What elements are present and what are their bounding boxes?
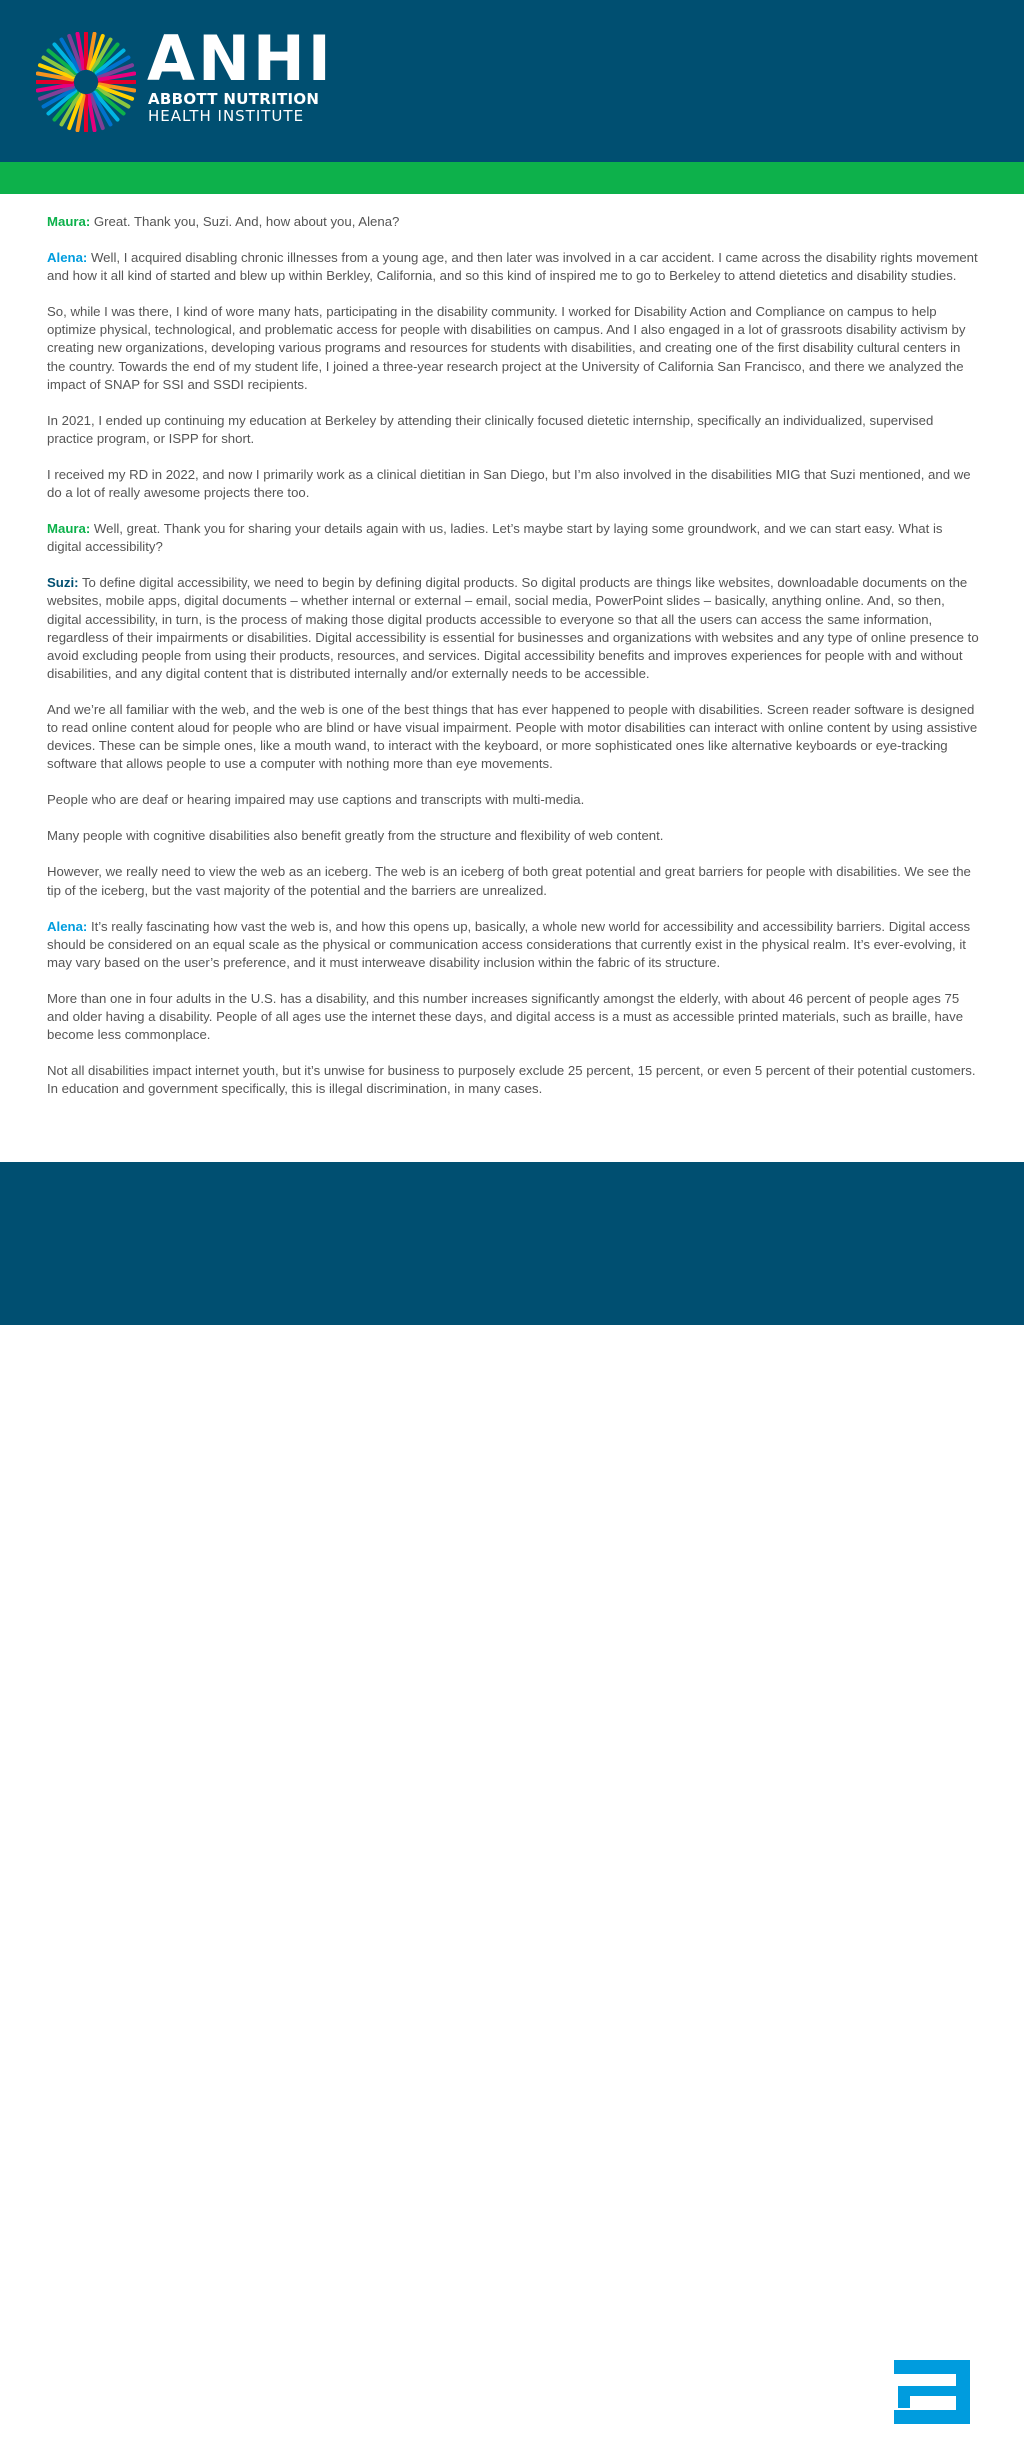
transcript-paragraph xyxy=(47,213,979,231)
paragraph-text: Many people with cognitive disabilities also benefit greatly from the structure and flexibility of web content. xyxy=(47,828,664,844)
abbott-logo-icon xyxy=(890,2358,974,2426)
transcript-paragraph xyxy=(47,827,979,845)
paragraph-text: More than one in four adults in the U.S. has a disability, and this number increases significantly amongst the elderly, with about 46 percent of people ages 75 and older having a disability. People of all ages use the internet these days, and digital access is a must as accessible printed materials, such as braille, have become less commonplace. xyxy=(47,990,964,1043)
transcript-paragraph xyxy=(47,1062,979,1098)
transcript-paragraph xyxy=(47,990,979,1044)
logo-line-2: HEALTH INSTITUTE xyxy=(148,107,305,125)
paragraph-text: And we’re all familiar with the web, and the web is one of the best things that has ever happened to people with disabilities. Screen reader software is designed to read online content aloud for people who are blind or have visual impairment. People with motor disabilities can interact with online content by using assistive devices. These can be simple ones, like a mouth wand, to interact with the keyboard, or more sophisticated ones like alternative keyboards or eye-tracking software that allows people to use a computer with nothing more than eye movements. xyxy=(47,701,978,772)
speaker-label: Alena: xyxy=(47,250,88,266)
paragraph-text: I received my RD in 2022, and now I primarily work as a clinical dietitian in San Diego, but I’m also involved in the disabilities MIG that Suzi mentioned, and we do a lot of really awesome projects there too. xyxy=(47,466,971,501)
transcript-paragraph xyxy=(47,918,979,972)
paragraph-text: It’s really fascinating how vast the web is, and how this opens up, basically, a whole new world for accessibility and accessibility barriers. Digital access should be considered on an equal scale as the physical or communication access considerations that currently exist in the physical realm. It’s ever-evolving, it may vary based on the user’s preference, and it must interweave disability inclusion within the fabric of its structure. xyxy=(47,918,971,970)
abbott-wordmark: Abbott xyxy=(891,2430,971,2455)
logo-acronym: ANHI xyxy=(147,22,334,95)
paragraph-text: To define digital accessibility, we need to begin by defining digital products. So digital products are things like websites, downloadable documents on the websites, mobile apps, digital documents – whether internal or external – email, social media, PowerPoint slides – basically, anything online. And, so then, digital accessibility, in turn, is the process of making those digital products accessible to everyone so that all the users can access the same information, regardless of their impairments or disabilities. Digital accessibility is essential for businesses and organizations with websites and any type of online presence to avoid excluding people from using their products, resources, and services. Digital accessibility benefits and improves experiences for people with and without disabilities, and any digital content that is distributed internally and/or externally needs to be accessible. xyxy=(47,575,979,681)
transcript-paragraph xyxy=(47,303,979,393)
paragraph-text: In 2021, I ended up continuing my education at Berkeley by attending their clinically focused dietetic internship, specifically an individualized, supervised practice program, or ISPP for short. xyxy=(47,412,934,446)
transcript-paragraph xyxy=(47,701,979,773)
paragraph-text: Well, I acquired disabling chronic illnesses from a young age, and then later was involved in a car accident. I came across the disability rights movement and how it all kind of started and blew up within Berkley, California, and so this kind of inspired me to go to Berkeley to attend dietetics and disability studies. xyxy=(47,250,978,284)
speaker-label: Alena: xyxy=(47,918,88,934)
footer-band xyxy=(0,1162,1024,2455)
speaker-label: Maura: xyxy=(47,521,91,537)
transcript-paragraph xyxy=(47,791,979,809)
transcript-body xyxy=(47,213,979,1116)
header-accent-band xyxy=(0,162,1024,194)
paragraph-text: However, we really need to view the web as an iceberg. The web is an iceberg of both great potential and great barriers for people with disabilities. We see the tip of the iceberg, but the vast majority of the potential and the barriers are unrealized. xyxy=(47,864,971,898)
paragraph-text: Great. Thank you, Suzi. And, how about you, Alena? xyxy=(90,214,400,229)
paragraph-text: People who are deaf or hearing impaired may use captions and transcripts with multi-media. xyxy=(47,792,585,808)
paragraph-text: So, while I was there, I kind of wore many hats, participating in the disability community. I worked for Disability Action and Compliance on campus to help optimize physical, technological, and problematic access for people with disabilities on campus. And I also engaged in a lot of grassroots disability activism by creating new organizations, developing various programs and resources for students with disabilities, and creating one of the first disability cultural centers in the country. Towards the end of my student life, I joined a three-year research project at the University of California San Francisco, and there we analyzed the impact of SNAP for SSI and SSDI recipients. xyxy=(47,304,966,392)
speaker-label: Maura: xyxy=(47,214,91,229)
speaker-label: Suzi: xyxy=(47,575,79,591)
logo-line-1: ABBOTT NUTRITION xyxy=(148,90,320,108)
paragraph-text: Not all disabilities impact internet youth, but it’s unwise for business to purposely exclude 25 percent, 15 percent, or even 5 percent of their potential customers. In education and government specifically, this is illegal discrimination, in many cases. xyxy=(47,1063,976,1097)
transcript-paragraph xyxy=(47,466,979,502)
transcript-paragraph xyxy=(47,412,979,448)
paragraph-text: Well, great. Thank you for sharing your details again with us, ladies. Let’s maybe start by laying some groundwork, and we can start easy. What is digital accessibility? xyxy=(47,521,943,555)
transcript-paragraph xyxy=(47,249,979,285)
anhi-burst-logo-icon xyxy=(36,32,136,132)
transcript-paragraph xyxy=(47,520,979,556)
transcript-paragraph xyxy=(47,574,979,683)
transcript-paragraph xyxy=(47,863,979,899)
header-band xyxy=(0,0,1024,162)
